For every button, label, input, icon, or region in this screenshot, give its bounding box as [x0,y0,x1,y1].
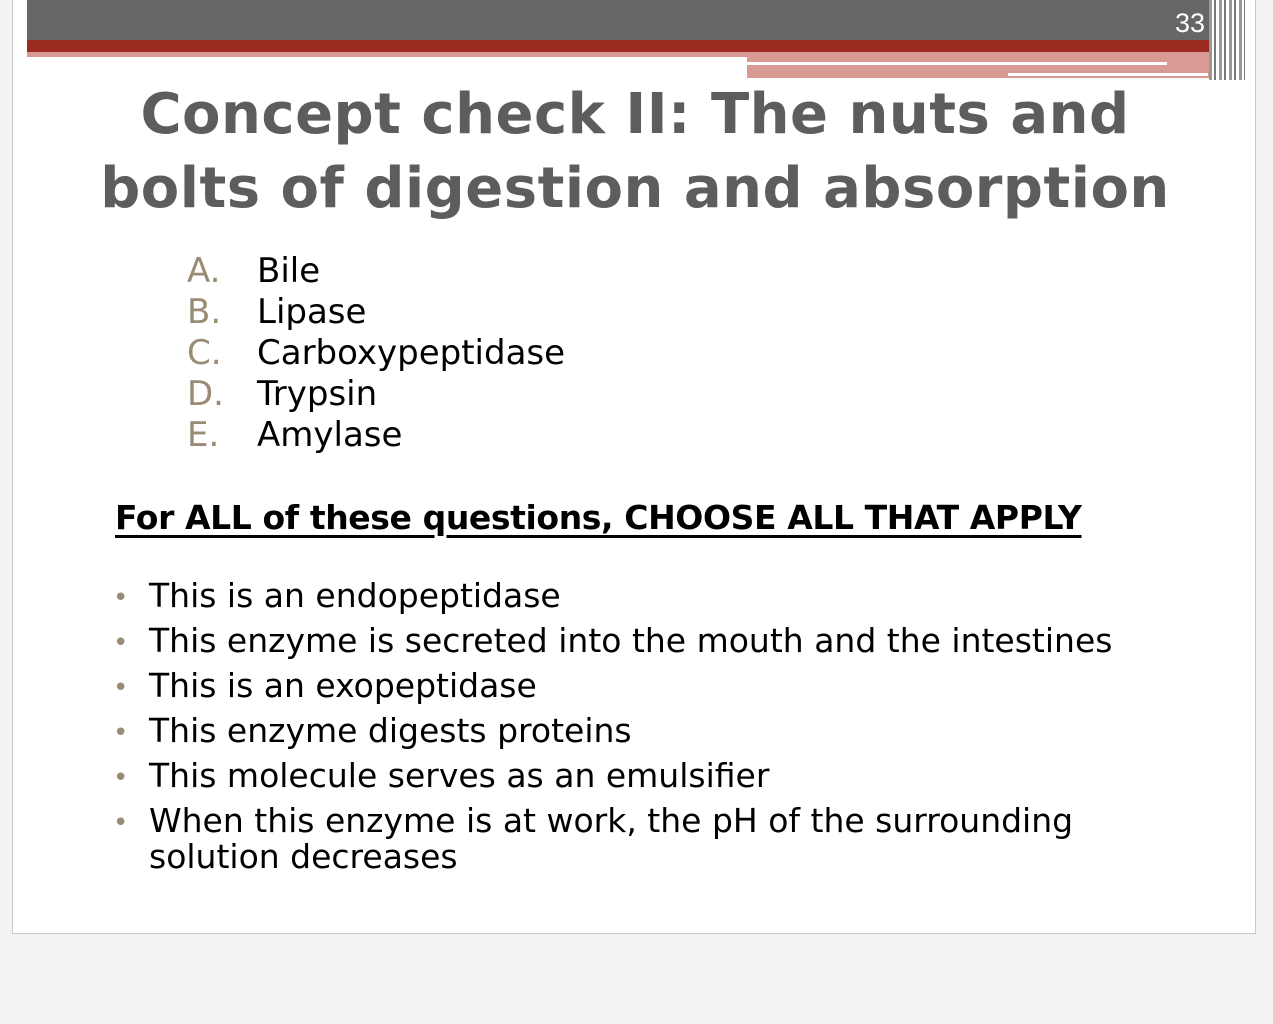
statement-item [113,668,1193,708]
statement-item [113,578,1193,618]
bullet-icon: • [113,628,129,658]
statement-item [113,713,1193,753]
header-accent-line [747,62,1167,65]
statement-item [113,803,1193,875]
statement-text: This enzyme digests proteins [149,711,632,750]
header-accent-line [1008,73,1208,76]
answer-option [187,251,565,292]
answer-option [187,415,565,456]
instruction-text: For ALL of these questions, CHOOSE ALL THAT APPLY [115,498,1082,537]
bullet-icon: • [113,808,129,838]
option-text: Lipase [257,292,367,332]
answer-options [187,251,565,456]
answer-option [187,374,565,415]
bullet-icon: • [113,718,129,748]
option-letter: A. [187,251,221,291]
question-statements [113,578,1193,880]
answer-option [187,333,565,374]
header-band-pink [27,52,747,57]
option-letter: D. [187,374,224,414]
option-text: Trypsin [257,374,378,414]
statement-text: This is an endopeptidase [149,576,561,615]
header-stripes [1209,0,1245,80]
statement-item [113,758,1193,798]
statement-text: This is an exopeptidase [149,666,537,705]
slide-title: Concept check II: The nuts and bolts of digestion and absorption [100,82,1170,221]
statement-text: This molecule serves as an emulsifier [149,756,770,795]
option-letter: C. [187,333,222,373]
statement-text: When this enzyme is at work, the pH of the surrounding solution decreases [149,801,1074,876]
bullet-icon: • [113,583,129,613]
bullet-icon: • [113,763,129,793]
bullet-icon: • [113,673,129,703]
header-band-red [27,40,1243,52]
slide-number: 33 [1174,8,1205,38]
header-band-gray [27,0,1243,40]
slide [12,0,1256,934]
option-text: Bile [257,251,321,291]
option-letter: E. [187,415,220,455]
option-text: Carboxypeptidase [257,333,566,373]
option-letter: B. [187,292,222,332]
answer-option [187,292,565,333]
statement-item [113,623,1193,663]
option-text: Amylase [257,415,403,455]
statement-text: This enzyme is secreted into the mouth and the intestines [149,621,1113,660]
